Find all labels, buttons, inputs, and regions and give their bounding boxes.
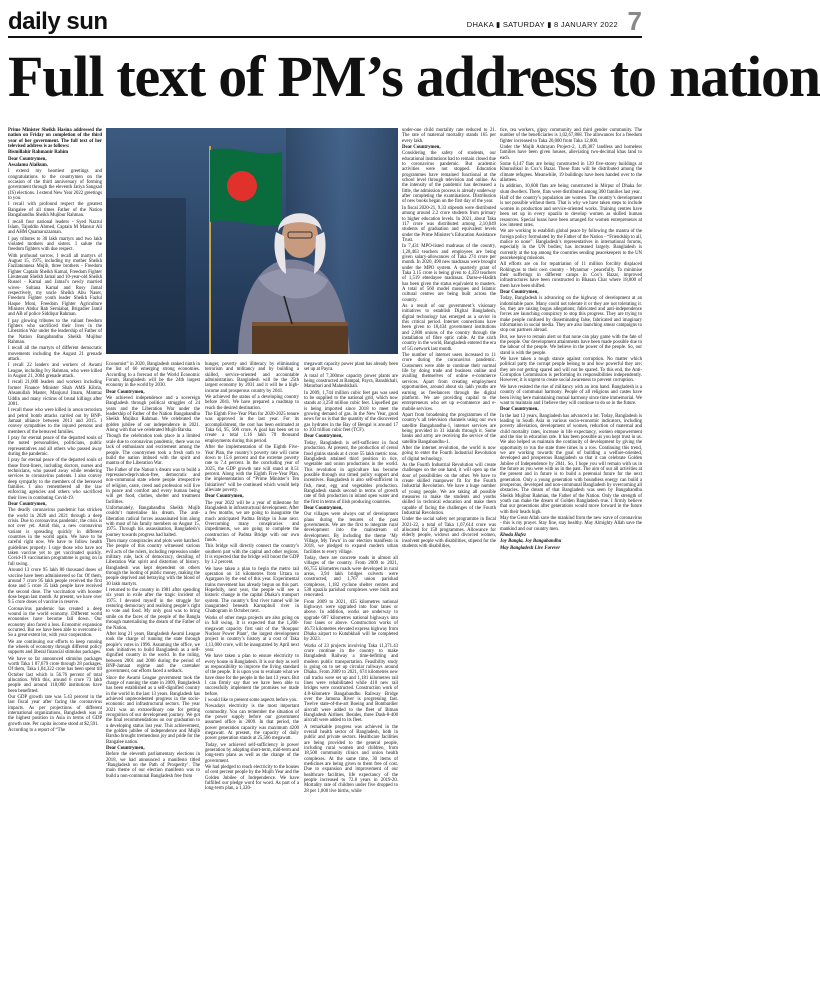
paragraph: In 2009, 1,744 million cubic feet gas was used to be supplied to the national grid, which now stands at 3,250 million cubic feet. Liquefied gas is being imported since 2018 to meet the growing demand of gas. In the New Year, good news for us is that the quantity of the discovered gas hydrates in the Bay of Bengal is around 17 to 103 trillion cubic feet (TCF). xyxy=(304,390,398,434)
article-column-1 xyxy=(8,128,102,976)
paragraph: According to a report of “The xyxy=(8,728,66,734)
paragraph: The Eighth Five-Year Plan for 2020-2025 tenure was approved in the last year. For its accomplishment, the cost has been estimated at Taka 64, 95, 500 crore. A goal has been set to create a total 1.16 lakh 70 thousand employments during this period. xyxy=(205,412,299,444)
paragraph: In addition, 10,608 flats are being constructed in Mirpur of Dhaka for slum dwellers. There, flats were distributed among 300 families last year. xyxy=(500,184,642,195)
subheading: Dear Countrymen, xyxy=(304,434,343,440)
paragraph: We have so far announced stimulus packages worth Taka 1 87,679 crore through 28 packages. Of them, Taka 1,04,322 crore has been spent till October last which is 56.76 percent of total allocation. With this, around 6 crore 73 lakh people and around 118,000 institutions have been benefitted. xyxy=(8,656,102,694)
subheading: Dear Countrymen, xyxy=(304,505,343,511)
paragraph: Considering the safety of students, our educational institutions had to remain closed due to coronavirus pandemic. But academic activities were not stopped. Education programmes have remained functional at the school level through television and online. As the intensity of the pandemic has decreased a little, the admission process is already underway after completing the examinations. Distribution of new books began on the first day of the year. xyxy=(402,151,496,205)
subheading: Dear Countrymen, xyxy=(205,494,244,500)
paragraph: Half of the country’s population are women. The country’s development is not possible without them. That is why we have taken steps to include women in production and service-oriented works. Training centres have been set up in every upazila to develop women as skilled human resources. Special loans have been arranged for women entrepreneurs at low interest rates. xyxy=(500,196,642,228)
paragraph: under-one child mortality rate reduced to 21. The rate of maternal mortality stands 165 per every lakh. xyxy=(402,128,496,144)
paragraph: A total of 7,300mw capacity power plants are being constructed at Rampal, Payra, Banshkhali, Matarbari and Maheshkhali. xyxy=(304,373,398,390)
subheading: Dear Countrymen, xyxy=(500,407,539,413)
subheading: Dear Countrymen, xyxy=(402,145,441,151)
paragraph: As the Fourth Industrial Revolution will create challenges on the one hand, it will open up the door of possibilities on the other. We have to create skilled manpower fit for the Fourth Industrial Revolution. We have a huge number of young people. We are taking all possible measures to make the students and youths skilled in technical education and make them capable of facing the challenges of the Fourth Industrial Revolution. xyxy=(402,462,496,517)
paragraph: Apart from broadening the programmes of the country’s all television channels using our own satellite Bangabandhu-1, internet services are being provided in 31 islands through it. Some banks and army are receiving the service of the satellite Bangabandhu-1. xyxy=(402,412,496,445)
paragraph: In 7,431 MPO-listed madrasas of the country, 1,28,463 teachers and employees are being given salary-allowances of Taka 274 crore per month. In 2020, 490 new madrasas were brought under the MPO system. A quarterly grant of Taka 3.15 crore is being given to 4,359 teachers of 1,519 ebtedayee madrasas. Darse-e-Hadith has been given the status equivalent to masters. A total of 560 model mosques and Islamic cultural centres are being built across the country. xyxy=(402,244,496,303)
paragraph: Works of other mega projects are also going on in full swing. It is expected that the 1,200-megawatt capacity first unit of the ‘Rooppur Nuclear Power Plant’, the largest development project in country’s history at a cost of Taka 1,13,000 crore, will be inaugurated by April next year. xyxy=(205,615,299,653)
subheading: Bismillahir Rahmanir Rahim xyxy=(8,150,69,156)
article-column-3 xyxy=(205,362,299,976)
masthead xyxy=(8,8,642,38)
paragraph: In fiscal 2020-21, 9.33 stipends were distributed among around 2.2 crore students from primary to higher education levels. In 2021, about Taka 117 crore was distributed among 2,10,049 students of graduation and equivalent levels under the Prime Minister’s Education Assistance Trust. xyxy=(402,205,496,243)
paragraph: I pay glowing tributes to the valiant freedom fighters who sacrificed their lives in the Liberation War under the leadership of Father of the Nation Bangabandhu Sheikh Mujibur Rahman. xyxy=(8,318,102,346)
paragraph: Today, Bangladesh is self-sufficient in food production. At present, the production of cereal food grains stands at 4 crore 55 lakh metric tons. Bangladesh attained third position in rice, vegetable and onion productions in the world. This revolution in agriculture has become possible through our timed policy support and incentives. Bangladesh is also self-sufficient in fish, meat, egg and vegetables production. Bangladesh stands second in terms of growth rate of fish production in inland open water and the first in terms of ilish producing countries. xyxy=(304,440,398,505)
paragraph: I pay tributes to 30 lakh martyrs and two lakh violated mothers and sisters. I salute the freedom fighters with due respect. xyxy=(8,236,102,253)
paragraph: After the internet revolution, the world is now going to enter the Fourth Industrial Revolution of digital technology. xyxy=(402,445,496,462)
paragraph: With profound sorrow, I recall all martyrs of August 15, 1975, including my mother Sheikh Fazilatunnesa Mujib, three brothers - Freedom Fighter Captain Sheikh Kamal, Freedom Fighter Lieutenant Sheikh Jamal and 10-year-old Sheikh Russel - Kamal and Jamal’s newly married wives- Sultana Kamal and Rosy Jamal respectively, my uncle Sheikh Abu Naser, Freedom Fighter youth leader Sheikh Fazlul Haque Moni, Freedom Fighter Agriculture Minister Abdur Rab Serniabat, Brigadier Jamil and AB of police Siddiqur Rahman. xyxy=(8,253,102,318)
dateline: DHAKA ▮ SATURDAY ▮ 8 JANUARY 2022 xyxy=(466,20,618,29)
paragraph: All efforts are on for repatriation of 11 million forcibly displaced Rohingyas to their own country - Myanmar - peacefully. To minimise their sufferings in different camps in Cox’s Bazar, improved infrastructures have been constructed in Bhasan Char where 18,000 of them have been shifted. xyxy=(500,262,642,289)
paragraph: Under the social safety net programme in fiscal 2021-22, a total of Taka 1,07,614 crore was allocated for 158 programmes. Allowance for elderly people, widows and divorced women, insolvent people with disabilities, stipend for the students with disabilities, xyxy=(402,517,496,550)
paragraph: Around 13 crore 95 lakh 80 thousand doses of vaccine have been administered so far. Of them, around 7 crore 95 lakh people received the first dose and 5 crore 35 lakh people have received the second dose. The vaccination with booster dose began last month. At present, we have over 9.5 crore doses of vaccine in reserve. xyxy=(8,568,102,606)
paragraph: I recall 21,000 leaders and workers including former Finance Minister Shah AMS Kibria, Ahsanullah Master, Manjurul Imam, Mamtaz Uddin and many victims of brutal killings after 2001. xyxy=(8,380,102,407)
paragraph: Today, Bangladesh is advancing on the highway of development at an indomitable pace. Many could not tolerate it or they are not tolerating it. So, they are raising bogus allegations; fabricated and anti-independence forces are launching conspiracy to stop this progress. They are trying to make people confused by disseminating false, fabricated and imaginary information in social media. They are also launching smear campaigns to stop our partners abroad. xyxy=(500,296,642,334)
paragraph: Though the celebration took place in a limited scale due to coronavirus pandemic, there was no lack of enthusiasm and excitement among the people. The countrymen took a fresh oath to build the nation imbued with the spirit and mantra of the Liberation War. xyxy=(106,434,200,467)
paragraph: But, we have to remain alert so that none can play game with the fate of the people. Our development attainments have been made possible due to the labour of the people. We believe in the power of the people. So, our stand is with the people. xyxy=(500,334,642,356)
paragraph: The Father of the Nation’s dream was to build a repression-deprivation-free, democratic and non-communal state where people irrespective of religion, caste, creed and profession will live in peace and comfort and every human being will get food, clothes, shelter and treatment facilities. xyxy=(106,467,200,505)
paragraph: Works of 23 projects involving Taka 11,371.43 crore continue in the country to make Bangladesh Railway a time-befitting and modern public transportation. Feasibility study is going on to set up circular railways around Dhaka. From 2009 to 2021, 674 kilometres new rail tracks were set up and 1,181 kilometres rail lines were rehabilitated while 410 new rail bridges were constructed. Construction work of 4.8-kilometre Bangabandhu Railway Bridge over the Jamuna River is progressing fast. Twelve state-of-the-art Boeing and Bombardier aircraft were added to the fleet of Biman Bangladesh Airlines. Besides, three Dash-8-400 aircraft were added to its fleet. xyxy=(304,643,398,724)
subheading: Dear Countrymen, xyxy=(8,502,47,508)
article-column-6 xyxy=(500,128,642,976)
article-column-4 xyxy=(304,362,398,976)
subheading: Dear Countrymen, xyxy=(106,389,145,395)
paragraph: Unfortunately, Bangabandhu Sheikh Mujib couldn’t materialise his dream. The anti-liberation radical forces assassinated him along with most of his family members on August 15, 1975. Through his assassination, Bangladesh’s journey towards progress had halted. xyxy=(106,505,200,538)
paragraph: The deadly coronavirus pandemic has stricken the world in 2020 and 2021 through a deep crisis. Due to coronavirus pandemic, the crisis is not over yet. Amid this, a new coronavirus variant is spreading quickly in different countries in the world again. We have to be careful right now. We have to follow health guidelines properly. I urge those who have not taken vaccine yet to get vaccinated quickly. Covid-19 vaccination programme is going on in full swing. xyxy=(8,508,102,567)
newspaper-logo: daily sun xyxy=(8,8,108,35)
paragraph: Some 6,147 flats are being constructed in 139 five-storey buildings at Khurushkul in Cox’s Bazar. These flats will be distributed among the climate refugees. Meanwhile, 19 buildings have been handed over to the allottees. xyxy=(500,162,642,184)
paragraph: From 2009 to 2021, 435 kilometres national highways were upgraded into four lanes or above. In addition, works are underway to upgrade 687 kilometres national highways into four lanes or above. Construction works of 46.73 kilometres elevated express highway from Dhaka airport to Kutubkhali will be completed by 2023. xyxy=(304,599,398,643)
paragraph: In the last 13 years, Bangladesh has advanced a lot. Today, Bangladesh is leading in South Asia in various socio-economic indicators, including poverty alleviation, development of women, reduction of maternal and child mortality rates, increase in life expectancy, women empowerment and the rise in education rate. It has been possible as you kept trust in us. We also helped us maintain the continuity of development by giving the opportunity to run the state three times in a row. Continuing this trend, we are working towards the goal of building a welfare-oriented, developed and prosperous Bangladesh so that it can celebrate Golden Jubilee of Independence by 2041. So, I hope you will remain with us in the future as you were with us in the past. The aim of our all activities at the present and in future is to build a perennial future for the next generation. Only a young generation with boundless energy can build a prosperous, developed and non-communal Bangladesh by overcoming all obstacles. The dream of that Bangladesh was seen by Bangabandhu Sheikh Mujibur Rahman, the Father of the Nation. Only the strength of youth can make the dream of Golden Bangladesh true. I firmly believe that our generations after generations would move forward in the future with their heads high. xyxy=(500,413,642,515)
paragraph: Our villages were always out of development plans during the tenures of the past governments. We are the first to integrate rural development into the mainstream of development. By including the theme ‘My Village, My Town’ in our election manifesto in 2018, we pledged to expand modern urban facilities to every village. xyxy=(304,512,398,555)
paragraph: Prime Minister Sheikh Hasina addressed the nation on Friday on completion of the third year of her government. The full text of her televised address is as follows: xyxy=(8,128,102,150)
paragraph: Before the eleventh parliamentary elections in 2018, we had announced a manifesto titled ‘Bangladesh on the Path of Prosperity’. The main theme of our election manifesto was to build a non-communal Bangladesh free from xyxy=(106,752,200,779)
signoff: May Bangladesh Live Forever xyxy=(500,545,561,551)
page-number: 7 xyxy=(627,6,642,36)
subheading: Dear Countrymen, xyxy=(500,289,539,295)
paragraph: The number of internet users increased to 11 crore during the coronavirus pandemic. Customers were able to continue their normal life by doing trade and business online and availing themselves of online e-commerce services. Apart from creating employment opportunities, around about six lakh youths are earning as freelancers through the digital platform. We are providing capital to the entrepreneurs who set up e-commerce and e-mobile services. xyxy=(402,353,496,412)
paragraph: I pray for eternal peace of the departed souls of those front-liners, including doctors, nurses and technicians, who passed away while rendering services to coronavirus patients. I also convey deep sympathy to the members of the bereaved families. I also remembered all the law enforcing agencies and others who sacrificed their lives in combating Covid-19. xyxy=(8,458,102,501)
article-column-5 xyxy=(402,128,496,976)
article-column-2 xyxy=(106,362,200,976)
headline: Full text of PM’s address to nation xyxy=(8,44,820,109)
prime-minister-photo xyxy=(106,128,398,354)
paragraph: Economist” in 2020, Bangladesh ranked ninth in the list of 66 emerging strong economies. According to a forecast of the World Economic Forum, Bangladesh will be the 24th largest economy in the world by 2030. xyxy=(106,362,200,389)
subheading: Dear Countrymen, xyxy=(106,746,145,752)
paragraph: Today, we achieved self-sufficiency in power generation by adopting short-term, mid-term and long-term plans as well as the change of the government. xyxy=(205,742,299,764)
paragraph: Today, there are concrete roads in almost all villages of the country. From 2009 to 2021, 66,755 kilometres roads were developed in rural areas, 3,94 lakh bridges culverts were constructed, and 1,767 union parishad complexes, 1,182 cyclone shelter centres and 530 upazila parishad complexes were built and renovated. xyxy=(304,556,398,599)
paragraph: tice, tea workers, gipsy community and third gender community. The number of the beneficiaries is 1,02,67,868. The allowances for a freedom fighter increased to Taka 20,000 from Taka 12,000. xyxy=(500,128,642,144)
paragraph: We have taken a plan to begin the metro rail operation on 14 kilometres from Uttara to Agargaon by the end of this year. Experimental trains movement has already begun on this part. Hopefully, next year, the people will see a historic change in the capital Dhaka’s transport system. The country’s first river tunnel will be inaugurated beneath Karnaphuli river in Chattogram in October next. xyxy=(205,566,299,615)
paragraph: Our GDP growth rate was 5.43 percent in the last fiscal year after facing the coronavirus impacts. As per projections of different international organizations, Bangladesh was at the highest position in Asia in terms of GDP growth rate. Per capita income stood at $2,591. xyxy=(8,695,102,727)
paragraph: Since the Awami League government took the charge of running the state in 2009, Bangladesh has been established as a self-dignified country in the world in the last 13 years. Bangladesh has achieved unprecedented progress in the socio-economic and infrastructural sectors. The year 2021 was an extraordinary one for getting recognition of our development journey. We got the final recommendations on our graduation to a developing status last year. This achievement, the golden jubilee of independence and Mujib Barsho brought tremendous joy and pride for the Bangalee nation. xyxy=(106,675,200,745)
paragraph: As a result of our government’s visionary initiatives to establish Digital Bangladesh, digital technology has emerged as a savior in this critical period. Internet connections have been given to 18,434 government institutions and 2,800 unions of the country through the installation of fibre optic cable. At the sixth country in the world, Bangladesh entered the era of 5G network last month. xyxy=(402,304,496,352)
paragraph: Then many conspiracies and plots were hatched. The people of this country witnessed various evil acts of the rulers, including repression under military rule, lack of democracy, derailing of Liberation War spirit and distortion of history. Bangladesh was kept dependent on others through the looting of public money, making the people deprived and betraying with the blood of 30 lakh martyrs. xyxy=(106,539,200,587)
subheading: Assalamu Alaikum. xyxy=(8,163,48,169)
paragraph: I recall those who were killed in arson terrorism and petrol bomb attacks carried out by BNP-Jamaat alliance between 2013 and 2015. I convey sympathies to the injured persons and members of the bereaved families. xyxy=(8,408,102,435)
paragraph: We are continuing our efforts to keep running the wheels of economy through different policy supports and liberal financial stimulus packages. xyxy=(8,639,102,656)
paragraph: I recall four national leaders - Syed Nazrul Islam, Tajuddin Ahmed, Captain M Mansur Ali and AHM Quamaruzzaman. xyxy=(8,219,102,236)
signoff: Joy Bangla, Joy Bangabandhu xyxy=(500,539,562,545)
signoff: Khoda Hafez xyxy=(500,533,526,539)
paragraph: I extend my heartiest greetings and congratulations to the countrymen on the occasion of the third anniversary of forming government through the eleventh Jatiya Sangsad (JS) elections. I extend New Year 2022 greetings to you. xyxy=(8,169,102,202)
paragraph: We have taken a plan to ensure electricity to every house in Bangladesh. It is our duty as well as responsibility to improve the living standard of the people. It is upon you to evaluate what we have done for the people in the last 13 years. But I can firmly say that we have been able to successfully implement the promises we made before. xyxy=(205,654,299,697)
paragraph: I returned to the country in 1981 after spending six years in exile after the tragic incident of 1975. I devoted myself in the struggle for restoring democracy and realising people’s right to vote and food. My only goal was to bring smile on the faces of the people of the Bangla through materialising the dream of the Father of the Nation. xyxy=(106,588,200,631)
paragraph: We achieved the status of a developing country before 2041. We have prepared a roadmap to reach the desired destination. xyxy=(205,395,299,411)
paragraph: The year 2022 will be a year of milestone for Bangladesh in infrastructural development. After a few months, we are going to inaugurate the much anticipated Padma Bridge in June next. Overcoming many conspiracies and impediments, we are going to complete the construction of Padma Bridge with our own funds. xyxy=(205,500,299,543)
paragraph: I recall all the martyrs of different democratic movements including the August 21 grenade attack. xyxy=(8,346,102,363)
paragraph: hunger, poverty and illiteracy by eliminating terrorism and militancy and by building a skilled, service-oriented and accountable administration. Bangladesh will be the 25th largest economy by 2031 and it will be a high-income and prosperous country by 2041. xyxy=(205,362,299,394)
paragraph: A remarkable progress was achieved in the overall health sector of Bangladesh, both in public and private sectors. Healthcare facilities are being provided to the general people, including rural women and children, from 18,500 community clinics and union health complexes. At the same time, 30 items of medicines are being given to them free of cost. Due to expansion and improvement of our healthcare facilities, life expectancy of the people increased to 72.8 years in 2019-20. Mortality rate of children under five dropped to 28 per 1,000 live births, while xyxy=(304,724,398,794)
paragraph: We achieved independence and a sovereign Bangladesh through political struggles of 24 years and the Liberation War under the leadership of Father of the Nation Bangabandhu Sheikh Mujibur Rahman. We celebrated the golden jubilee of our independence in 2021. Along with that we celebrated Mujib Barsha. xyxy=(106,396,200,434)
subheading: Dear Countrymen, xyxy=(8,156,47,162)
paragraph: I would like to present some aspects before you. xyxy=(205,697,298,703)
paragraph: May the Great Allah save the mankind from the new wave of coronavirus - this is my prayer. Stay fine, stay healthy. May Almighty Allah save the mankind and our country men. xyxy=(500,516,642,532)
paragraph: We are working to establish global peace by following the mantra of the foreign policy formulated by the Father of the Nation - “Friendship to all, malice to none”. Bangladesh’s representatives in international forums, especially in the UN bodies, has increased largely. Bangladesh is currently at the top among the countries sending peacekeepers to the UN peacekeeping missions. xyxy=(500,229,642,261)
paragraph: We had pledged to reach electricity to the houses of cent percent people by the Mujib Year and the Golden Jubilee of Independence. We have fulfilled our pledge word for word. As part of a long-term plan, a 1,320- xyxy=(205,765,299,792)
paragraph: Under the Mujib Ashrayan Project-2, 1,49,387 landless and homeless families have been given houses, alleviating two-decimal khas land to each. xyxy=(500,145,642,161)
paragraph: Nowadays electricity is the most important commodity. You can remember the situation of the power supply before our government assumed office in 2009. In that period, the power generation capacity was maximum 4200 megawatt. At present, the capacity of daily power generation stands at 25,566 megawatt. xyxy=(205,704,299,742)
paragraph: I pray for eternal peace of the departed souls of the noted personalities, politicians, public representatives and all others who passed away during the pandemic. xyxy=(8,435,102,457)
paragraph: This bridge will directly connect the country’s southern part with the capital and other regions. It is expected that the bridge will boost the GDP by 1.2 percent. xyxy=(205,544,299,566)
paragraph: I recall 22 leaders and workers of Awami League, including Ivy Rahman, who were killed in August 21, 2004 grenade attack. xyxy=(8,363,102,380)
paragraph: After the implementation of the Eighth Five-Year Plan, the country’s poverty rate will come down to 15.6 percent and the extreme poverty rate to 7.4 percent. In the concluding year of 2025, the GDP growth rate will stand at 8.51 percent. Along with the Eighth Five-Year Plan, the implementation of “Prime Minister’s Ten Initiatives” will be continued which would help alleviate poverty. xyxy=(205,445,299,493)
paragraph: megawatt capacity power plant has already been set up at Payra. xyxy=(304,362,398,373)
paragraph: Coronavirus pandemic has created a deep wound in the world economy. Different world economies have become fall down. Our economy also faced a loss. Economic expansion occurred. But we have been able to overcome it. So a great extent lot, with your cooperation. xyxy=(8,606,102,639)
paragraph: After long 21 years, Bangladesh Awami League took the charge of running the state through people’s votes in 1996. Assuming the office, we took initiatives to build Bangladesh as a self-dignified country in the world. In the ruling, between 2001 and 2006 during the period of BNP-Jamaat regime and the caretaker government, our efforts faced a setback. xyxy=(106,631,200,675)
paragraph: We have taken a tough stance against corruption. No matter which political party the corrupt people belong to and how powerful they are; they are not getting spared and will not be spared. To this end, the Anti-Corruption Commission is performing its responsibilities independently. However, it is urgent to create social awareness to prevent corruption. xyxy=(500,357,642,384)
paragraph: I recall with profound respect the greatest Bangalee of all times Father of the Nation Bangabandhu Sheikh Mujibur Rahman. xyxy=(8,202,102,219)
paragraph: We have resisted the rise of militancy with an iron hand. Bangladesh is a country of communal harmony. People of all religions and castes have been living here maintaining mutual harmony since time immemorial. We want to maintain and I believe they will continue to do so in the future. xyxy=(500,384,642,406)
